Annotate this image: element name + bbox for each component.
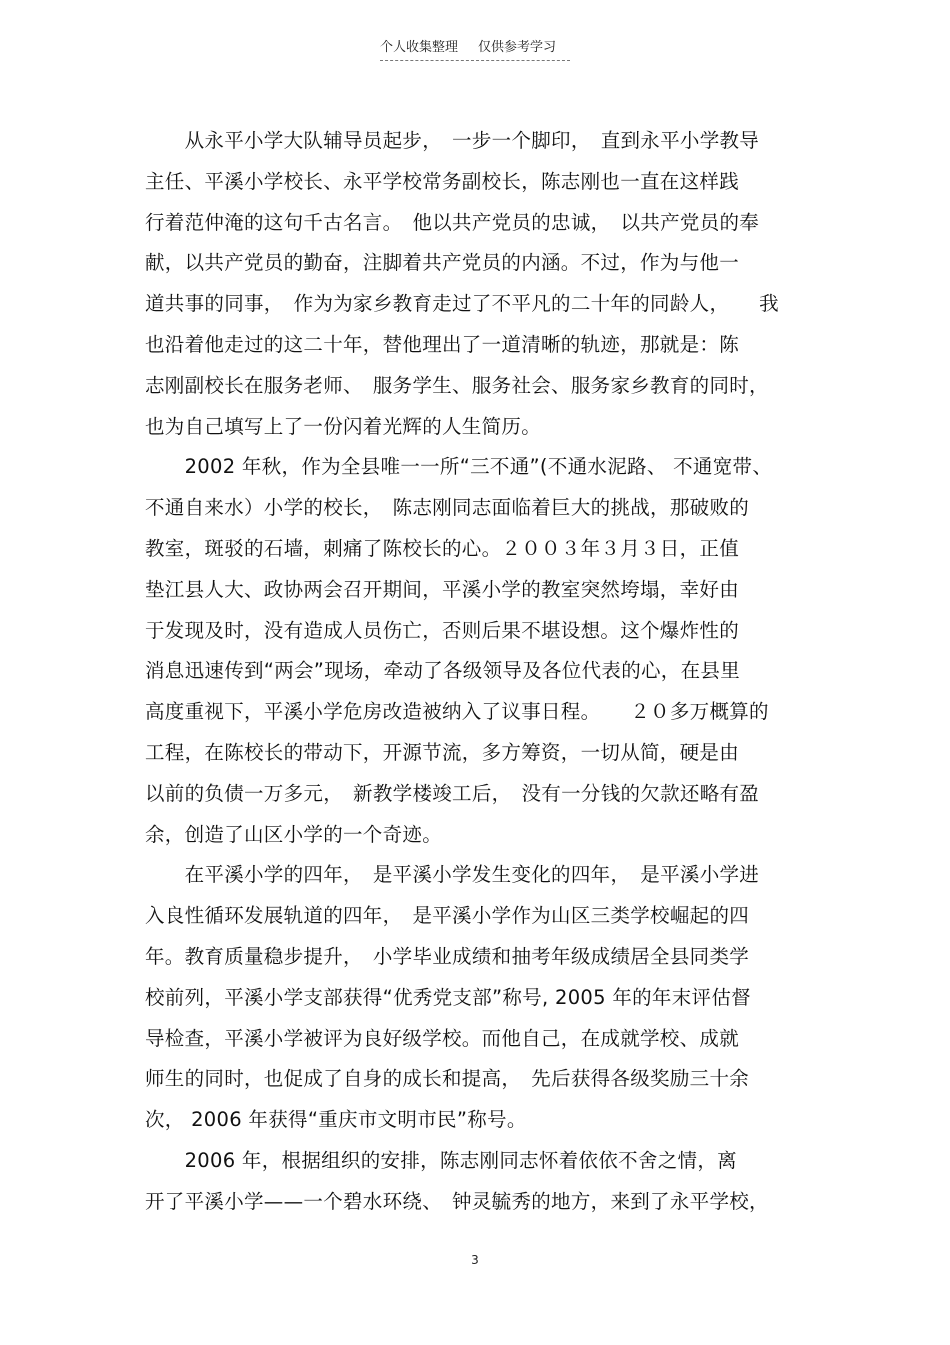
text-line: 校前列，平溪小学支部获得“优秀党支部”称号, 2005 年的年末评估督 [145,985,751,1009]
text-line: 主任、平溪小学校长、永平学校常务副校长，陈志刚也一直在这样践 [145,169,740,193]
text-line: 消息迅速传到“两会”现场，牵动了各级领导及各位代表的心，在县里 [145,659,741,683]
text-line: 2002 年秋，作为全县唯一一所“三不通”(不通水泥路、 不通宽带、 [145,455,773,479]
text-line: 导检查，平溪小学被评为良好级学校。而他自己，在成就学校、成就 [145,1026,740,1050]
text-line: 次， 2006 年获得“重庆市文明市民”称号。 [145,1108,527,1132]
header-left-text: 个人收集整理 [380,40,459,55]
text-line: 入良性循环发展轨道的四年， 是平溪小学作为山区三类学校崛起的四 [145,904,750,928]
page-number: 3 [471,1253,479,1267]
text-line: 开了平溪小学——一个碧水环绕、 钟灵毓秀的地方，来到了永平学校， [145,1189,769,1213]
text-line: 也沿着他走过的这二十年，替他理出了一道清晰的轨迹，那就是：陈 [145,332,740,356]
text-line: 高度重视下，平溪小学危房改造被纳入了议事日程。 ２０多万概算的 [145,700,769,724]
text-line: 不通自来水）小学的校长， 陈志刚同志面临着巨大的挑战，那破败的 [145,496,750,520]
header-right-text: 仅供参考学习 [478,40,557,55]
text-line: 道共事的同事， 作为为家乡教育走过了不平凡的二十年的同龄人， 我 [145,292,779,316]
text-line: 献，以共产党员的勤奋，注脚着共产党员的内涵。不过，作为与他一 [145,251,740,275]
text-line: 在平溪小学的四年， 是平溪小学发生变化的四年， 是平溪小学进 [145,863,760,887]
text-line: 以前的负债一万多元， 新教学楼竣工后， 没有一分钱的欠款还略有盈 [145,781,760,805]
text-line: 工程，在陈校长的带动下，开源节流，多方筹资，一切从简，硬是由 [145,740,740,764]
text-line: 也为自己填写上了一份闪着光辉的人生简历。 [145,414,542,438]
text-line: 于发现及时，没有造成人员伤亡，否则后果不堪设想。这个爆炸性的 [145,618,740,642]
text-line: 余，创造了山区小学的一个奇迹。 [145,822,443,846]
text-line: 年。教育质量稳步提升， 小学毕业成绩和抽考年级成绩居全县同类学 [145,944,750,968]
text-line: 行着范仲淹的这句千古名言。 他以共产党员的忠诚， 以共产党员的奉 [145,210,760,234]
body-text [145,121,810,1223]
text-line: 教室，斑驳的石墙，刺痛了陈校长的心。２００３年３月３日，正值 [145,536,740,560]
text-line: 垫江县人大、政协两会召开期间，平溪小学的教室突然垮塌，幸好由 [145,577,740,601]
text-line: 从永平小学大队辅导员起步， 一步一个脚印， 直到永平小学教导 [145,129,760,152]
text-line: 师生的同时，也促成了自身的成长和提高， 先后获得各级奖励三十余 [145,1067,750,1091]
text-line: 志刚副校长在服务老师、 服务学生、服务社会、服务家乡教育的同时， [145,373,769,397]
page-header [380,38,570,61]
text-line: 2006 年，根据组织的安排，陈志刚同志怀着依依不舍之情，离 [145,1148,737,1172]
